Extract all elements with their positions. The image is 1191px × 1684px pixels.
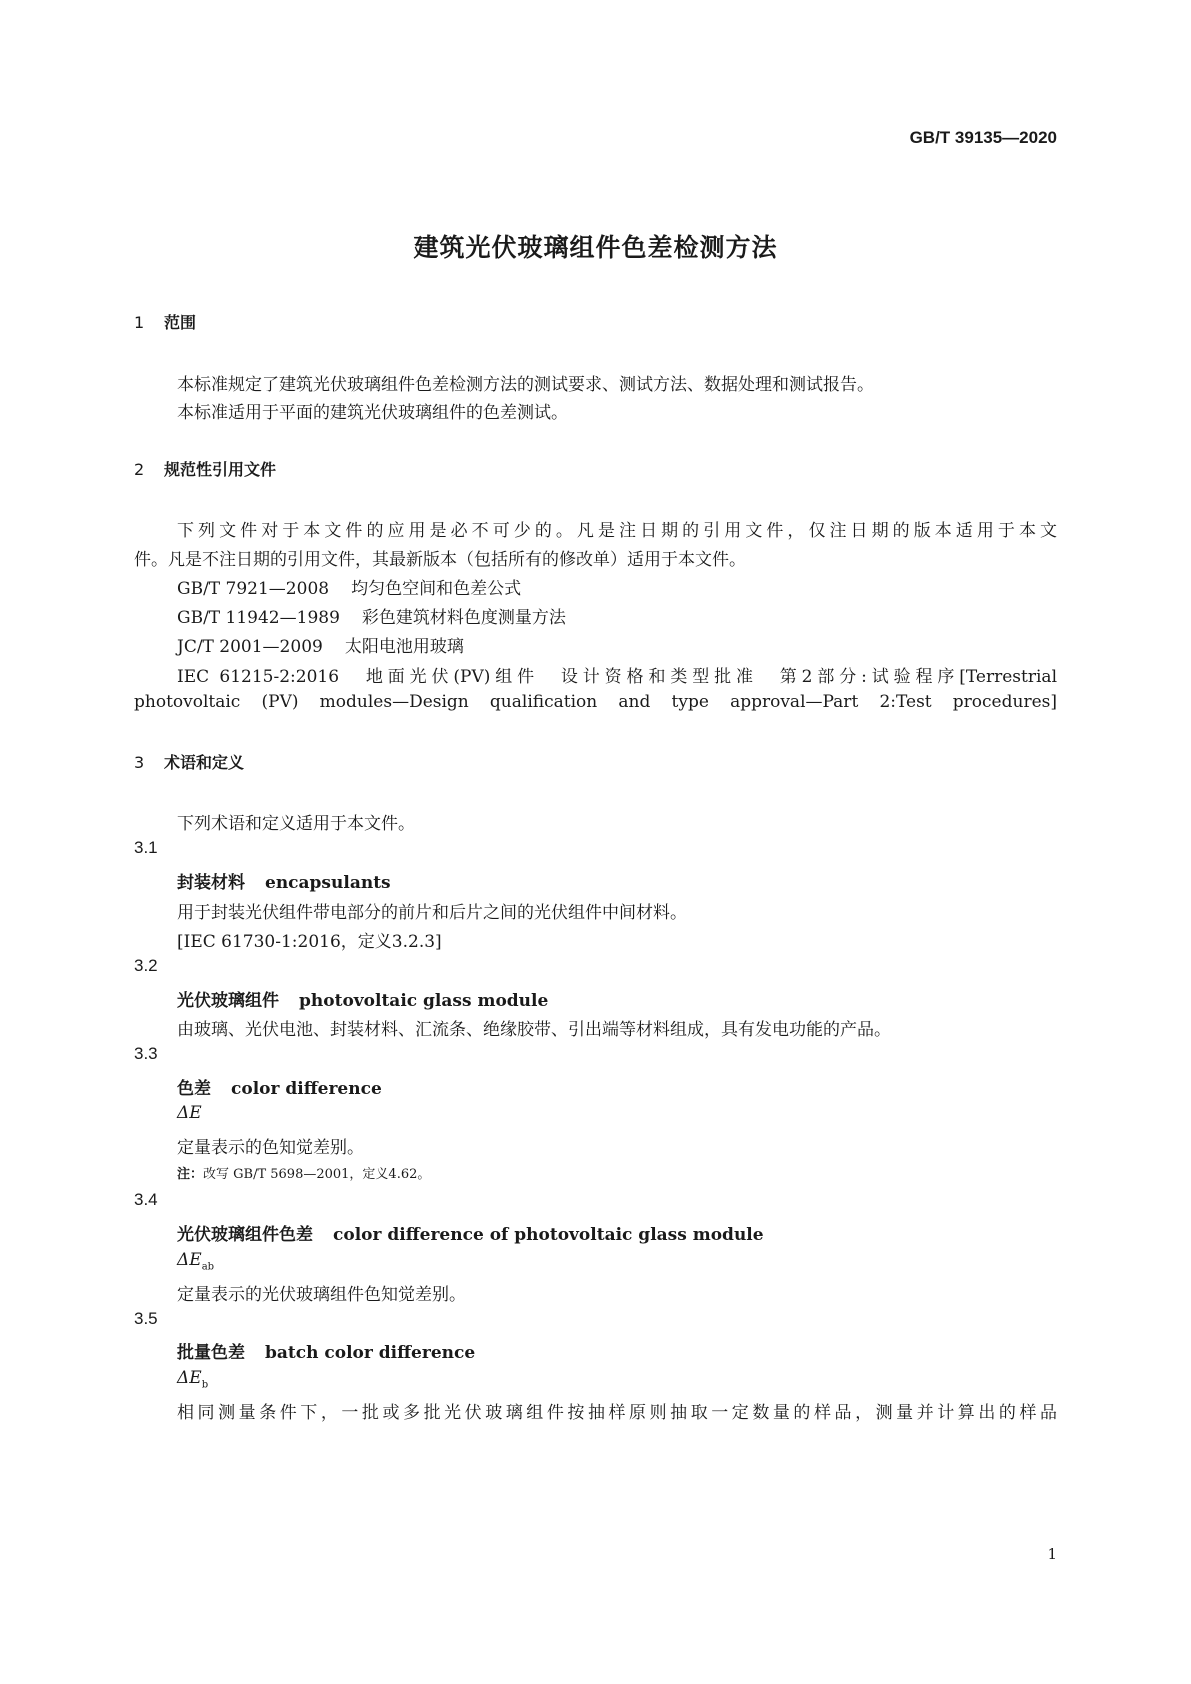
paragraph: 下列术语和定义适用于本文件。 [177,814,415,834]
note-text: 改写 GB/T 5698—2001，定义4.62。 [203,1167,431,1182]
document-title: 建筑光伏玻璃组件色差检测方法 [413,233,778,262]
reference-item: IEC 61215-2:2016 地面光伏(PV)组件 设计资格和类型批准 第2部分:试验程序[Terrestrial [177,667,1057,687]
term-definition: 相同测量条件下，一批或多批光伏玻璃组件按抽样原则抽取一定数量的样品，测量并计算出的样品 [177,1403,1057,1423]
term-number: 3.5 [134,1309,158,1328]
term-symbol [177,1250,214,1272]
paragraph: 下列文件对于本文件的应用是必不可少的。凡是注日期的引用文件，仅注日期的版本适用于本文 [177,521,1057,541]
symbol-base: ΔE [177,1250,202,1270]
term-note [177,1163,430,1182]
term-symbol [177,1368,208,1390]
term-heading [177,1338,475,1363]
section-3-heading [134,750,244,773]
term-en: photovoltaic glass module [299,991,549,1011]
reference-name: 太阳电池用玻璃 [344,637,464,657]
term-en: color difference [231,1079,382,1099]
term-heading [177,868,391,893]
reference-code: JC/T 2001—2009 [177,637,323,657]
term-zh: 光伏玻璃组件色差 [177,1225,313,1245]
paragraph: 本标准适用于平面的建筑光伏玻璃组件的色差测试。 [177,403,568,423]
section-title: 规范性引用文件 [164,460,277,479]
term-definition: 用于封装光伏组件带电部分的前片和后片之间的光伏组件中间材料。 [177,903,687,923]
term-source: [IEC 61730-1:2016，定义3.2.3] [177,932,442,952]
section-1-heading [134,310,196,333]
reference-name: 均匀色空间和色差公式 [351,579,522,599]
symbol-base: ΔE [177,1368,202,1388]
term-en: color difference of photovoltaic glass module [333,1225,764,1245]
standard-code: GB/T 39135—2020 [909,128,1057,147]
section-number: 2 [134,460,145,479]
reference-code: GB/T 11942—1989 [177,608,340,628]
section-number: 3 [134,753,145,772]
reference-name: 彩色建筑材料色度测量方法 [361,608,566,628]
section-title: 范围 [164,313,197,332]
section-number: 1 [134,313,145,332]
section-title: 术语和定义 [164,753,245,772]
term-number: 3.1 [134,838,158,857]
term-definition: 定量表示的色知觉差别。 [177,1138,364,1158]
reference-code: GB/T 7921—2008 [177,579,330,599]
term-number: 3.3 [134,1044,158,1063]
section-2-heading [134,457,276,480]
note-label: 注： [177,1167,204,1182]
term-definition: 由玻璃、光伏电池、封装材料、汇流条、绝缘胶带、引出端等材料组成，具有发电功能的产品。 [177,1020,891,1040]
reference-item [177,603,566,628]
reference-item-continued: photovoltaic (PV) modules—Design qualification and type approval—Part 2:Test procedures] [134,692,1057,712]
term-heading [177,1074,382,1099]
term-heading [177,1220,764,1245]
term-number: 3.2 [134,956,158,975]
term-zh: 封装材料 [177,873,245,893]
reference-item [177,632,464,657]
term-en: encapsulants [265,873,391,893]
symbol-subscript: b [201,1379,209,1391]
term-symbol: ΔE [177,1103,202,1123]
term-heading [177,986,548,1011]
term-zh: 色差 [177,1079,211,1099]
reference-item [177,574,521,599]
term-definition: 定量表示的光伏玻璃组件色知觉差别。 [177,1285,466,1305]
paragraph: 本标准规定了建筑光伏玻璃组件色差检测方法的测试要求、测试方法、数据处理和测试报告。 [177,375,874,395]
term-en: batch color difference [265,1343,476,1363]
term-zh: 批量色差 [177,1343,245,1363]
symbol-subscript: ab [201,1261,215,1273]
term-number: 3.4 [134,1190,158,1209]
term-zh: 光伏玻璃组件 [177,991,279,1011]
paragraph: 件。凡是不注日期的引用文件，其最新版本（包括所有的修改单）适用于本文件。 [134,550,746,570]
page-number: 1 [1047,1545,1057,1563]
